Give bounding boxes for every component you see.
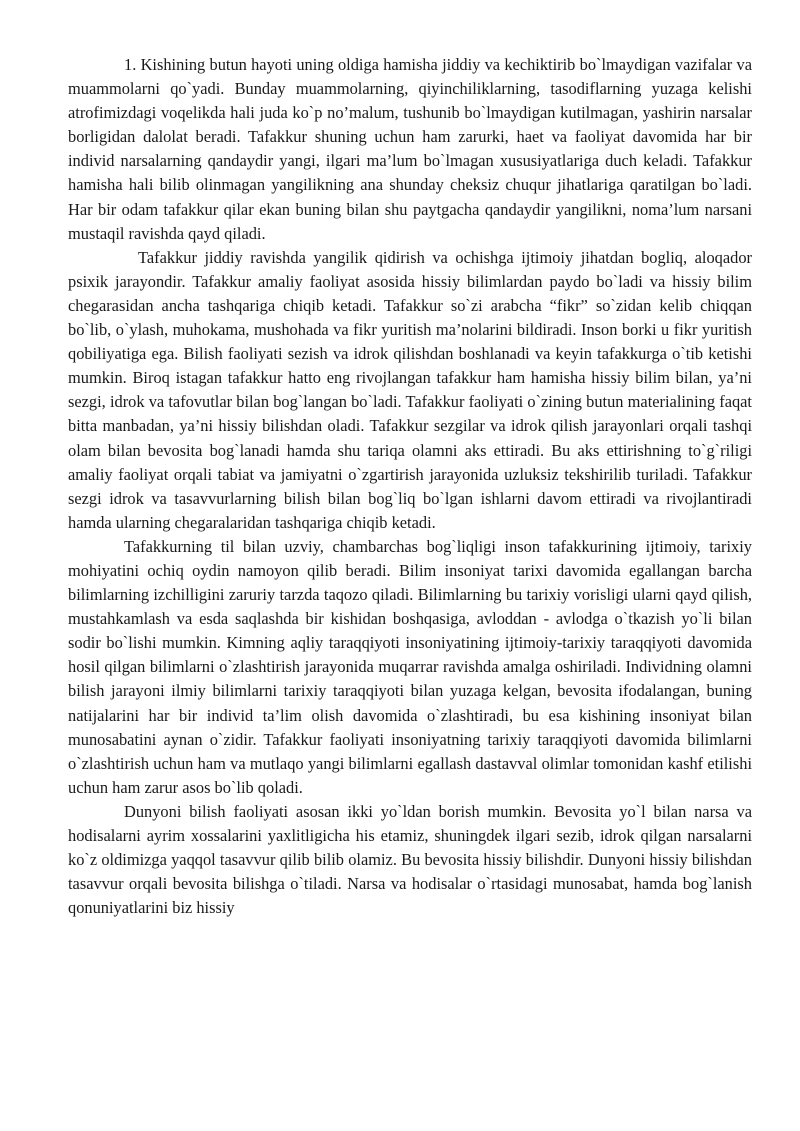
paragraph-2: Tafakkur jiddiy ravishda yangilik qidirish va ochishga ijtimoiy jihatdan bogliq, aloqador psixik jarayondir. Tafakkur amaliy faoliyat asosida hissiy bilimlardan paydo bo`ladi va hissiy bilim chegarasidan ancha tashqariga chiqib ketadi. Tafakkur so`zi arabcha “fikr” so`zidan kelib chiqqan bo`lib, o`ylash, muhokama, mushohada va fikr yuritish ma’nolarini bildiradi. Inson borki u fikr yuritish qobiliyatiga ega. Bilish faoliyati sezish va idrok qilishdan boshlanadi va keyin tafakkurga o`tib ketishi mumkin. Biroq istagan tafakkur hatto eng rivojlangan tafakkur ham hamisha hissiy bilim bilan, ya’ni sezgi, idrok va tafovutlar bilan bog`langan bo`ladi. Tafakkur faoliyati o`zining butun materialining faqat bitta manbadan, ya’ni hissiy bilishdan oladi. Tafakkur sezgilar va idrok qilish jarayonlari orqali tashqi olam bilan bevosita bog`lanadi hamda shu tariqa olamni aks ettiradi. Bu aks ettirishning to`g`riligi amaliy faoliyat orqali tabiat va jamiyatni o`zgartirish jarayonida uzluksiz tekshirilib turiladi. Tafakkur sezgi idrok va tasavvurlarning bilish bilan bog`liq bo`lgan ishlarni davom ettiradi va rivojlantiradi hamda ularning chegaralaridan tashqariga chiqib ketadi. <box>68 247 752 532</box>
paragraph-3: Tafakkurning til bilan uzviy, chambarchas bog`liqligi inson tafakkurining ijtimoiy, tarixiy mohiyatini ochiq oydin namoyon qilib beradi. Bilim insoniyat tarixi davomida egallangan barcha bilimlarning izchilligini zaruriy tarzda taqozo qiladi. Bilimlarning bu tarixiy vorisligi ularni qayd qilish, mustahkamlash va esda saqlashda bir kishidan boshqasiga, avloddan - avlodga o`tkazish yo`li bilan sodir bo`lishi mumkin. Kimning aqliy taraqqiyoti insoniyatining ijtimoiy-tarixiy taraqqiyoti davomida hosil qilgan bilimlarni o`zlashtirish jarayonida muqarrar ravishda amalga oshiriladi. Individning olamni bilish jarayoni ilmiy bilimlarni tarixiy taraqqiyoti bilan yuzaga kelgan, bevosita ifodalangan, buning natijalarini har bir individ ta’lim olish davomida o`zlashtiradi, bu esa kishining insoniyat bilan munosabatini aynan o`zidir. Tafakkur faoliyati insoniyatning tarixiy taraqqiyoti davomida bilimlarni o`zlashtirish uchun ham va mutlaqo yangi bilimlarni egallash dastavval olimlar tomonidan kashf etilishi uchun ham zarur asos bo`lib qoladi. <box>68 536 752 797</box>
paragraph-1: 1. Kishining butun hayoti uning oldiga hamisha jiddiy va kechiktirib bo`lmaydigan vazifalar va muammolarni qo`yadi. Bunday muammolarning, qiyinchiliklarning, tasodiflarning yuzaga kelishi atrofimizdagi voqelikda hali juda ko`p no’malum, tushunib bo`lmaydigan kutilmagan, yashirin narsalar borligidan dalolat beradi. Tafakkur shuning uchun ham zarurki, haet va faoliyat davomida har bir individ narsalarning qandaydir yangi, ilgari ma’lum bo`lmagan xususiyatlariga duch keladi. Tafakkur hamisha hali bilib olinmagan yangilikning ana shunday cheksiz chuqur jihatlariga qaratilgan bo`ladi. Har bir odam tafakkur qilar ekan buning bilan shu paytgacha qandaydir yangilikni, noma’lum narsani mustaqil ravishda qayd qiladi. <box>68 55 752 243</box>
paragraph-4: Dunyoni bilish faoliyati asosan ikki yo`ldan borish mumkin. Bevosita yo`l bilan narsa va hodisalarni ayrim xossalarini yaxlitligicha his etamiz, shuningdek ilgari sezib, idrok qilgan narsalarni ko`z oldimizga yaqqol tasavvur qilib bilib olamiz. Bu bevosita hissiy bilishdir. Dunyoni hissiy bilishdan tasavvur orqali bevosita bilishga o`tiladi. Narsa va hodisalar o`rtasidagi munosabat, hamda bog`lanish qonuniyatlarini biz hissiy <box>68 801 752 918</box>
document-page <box>68 53 752 920</box>
